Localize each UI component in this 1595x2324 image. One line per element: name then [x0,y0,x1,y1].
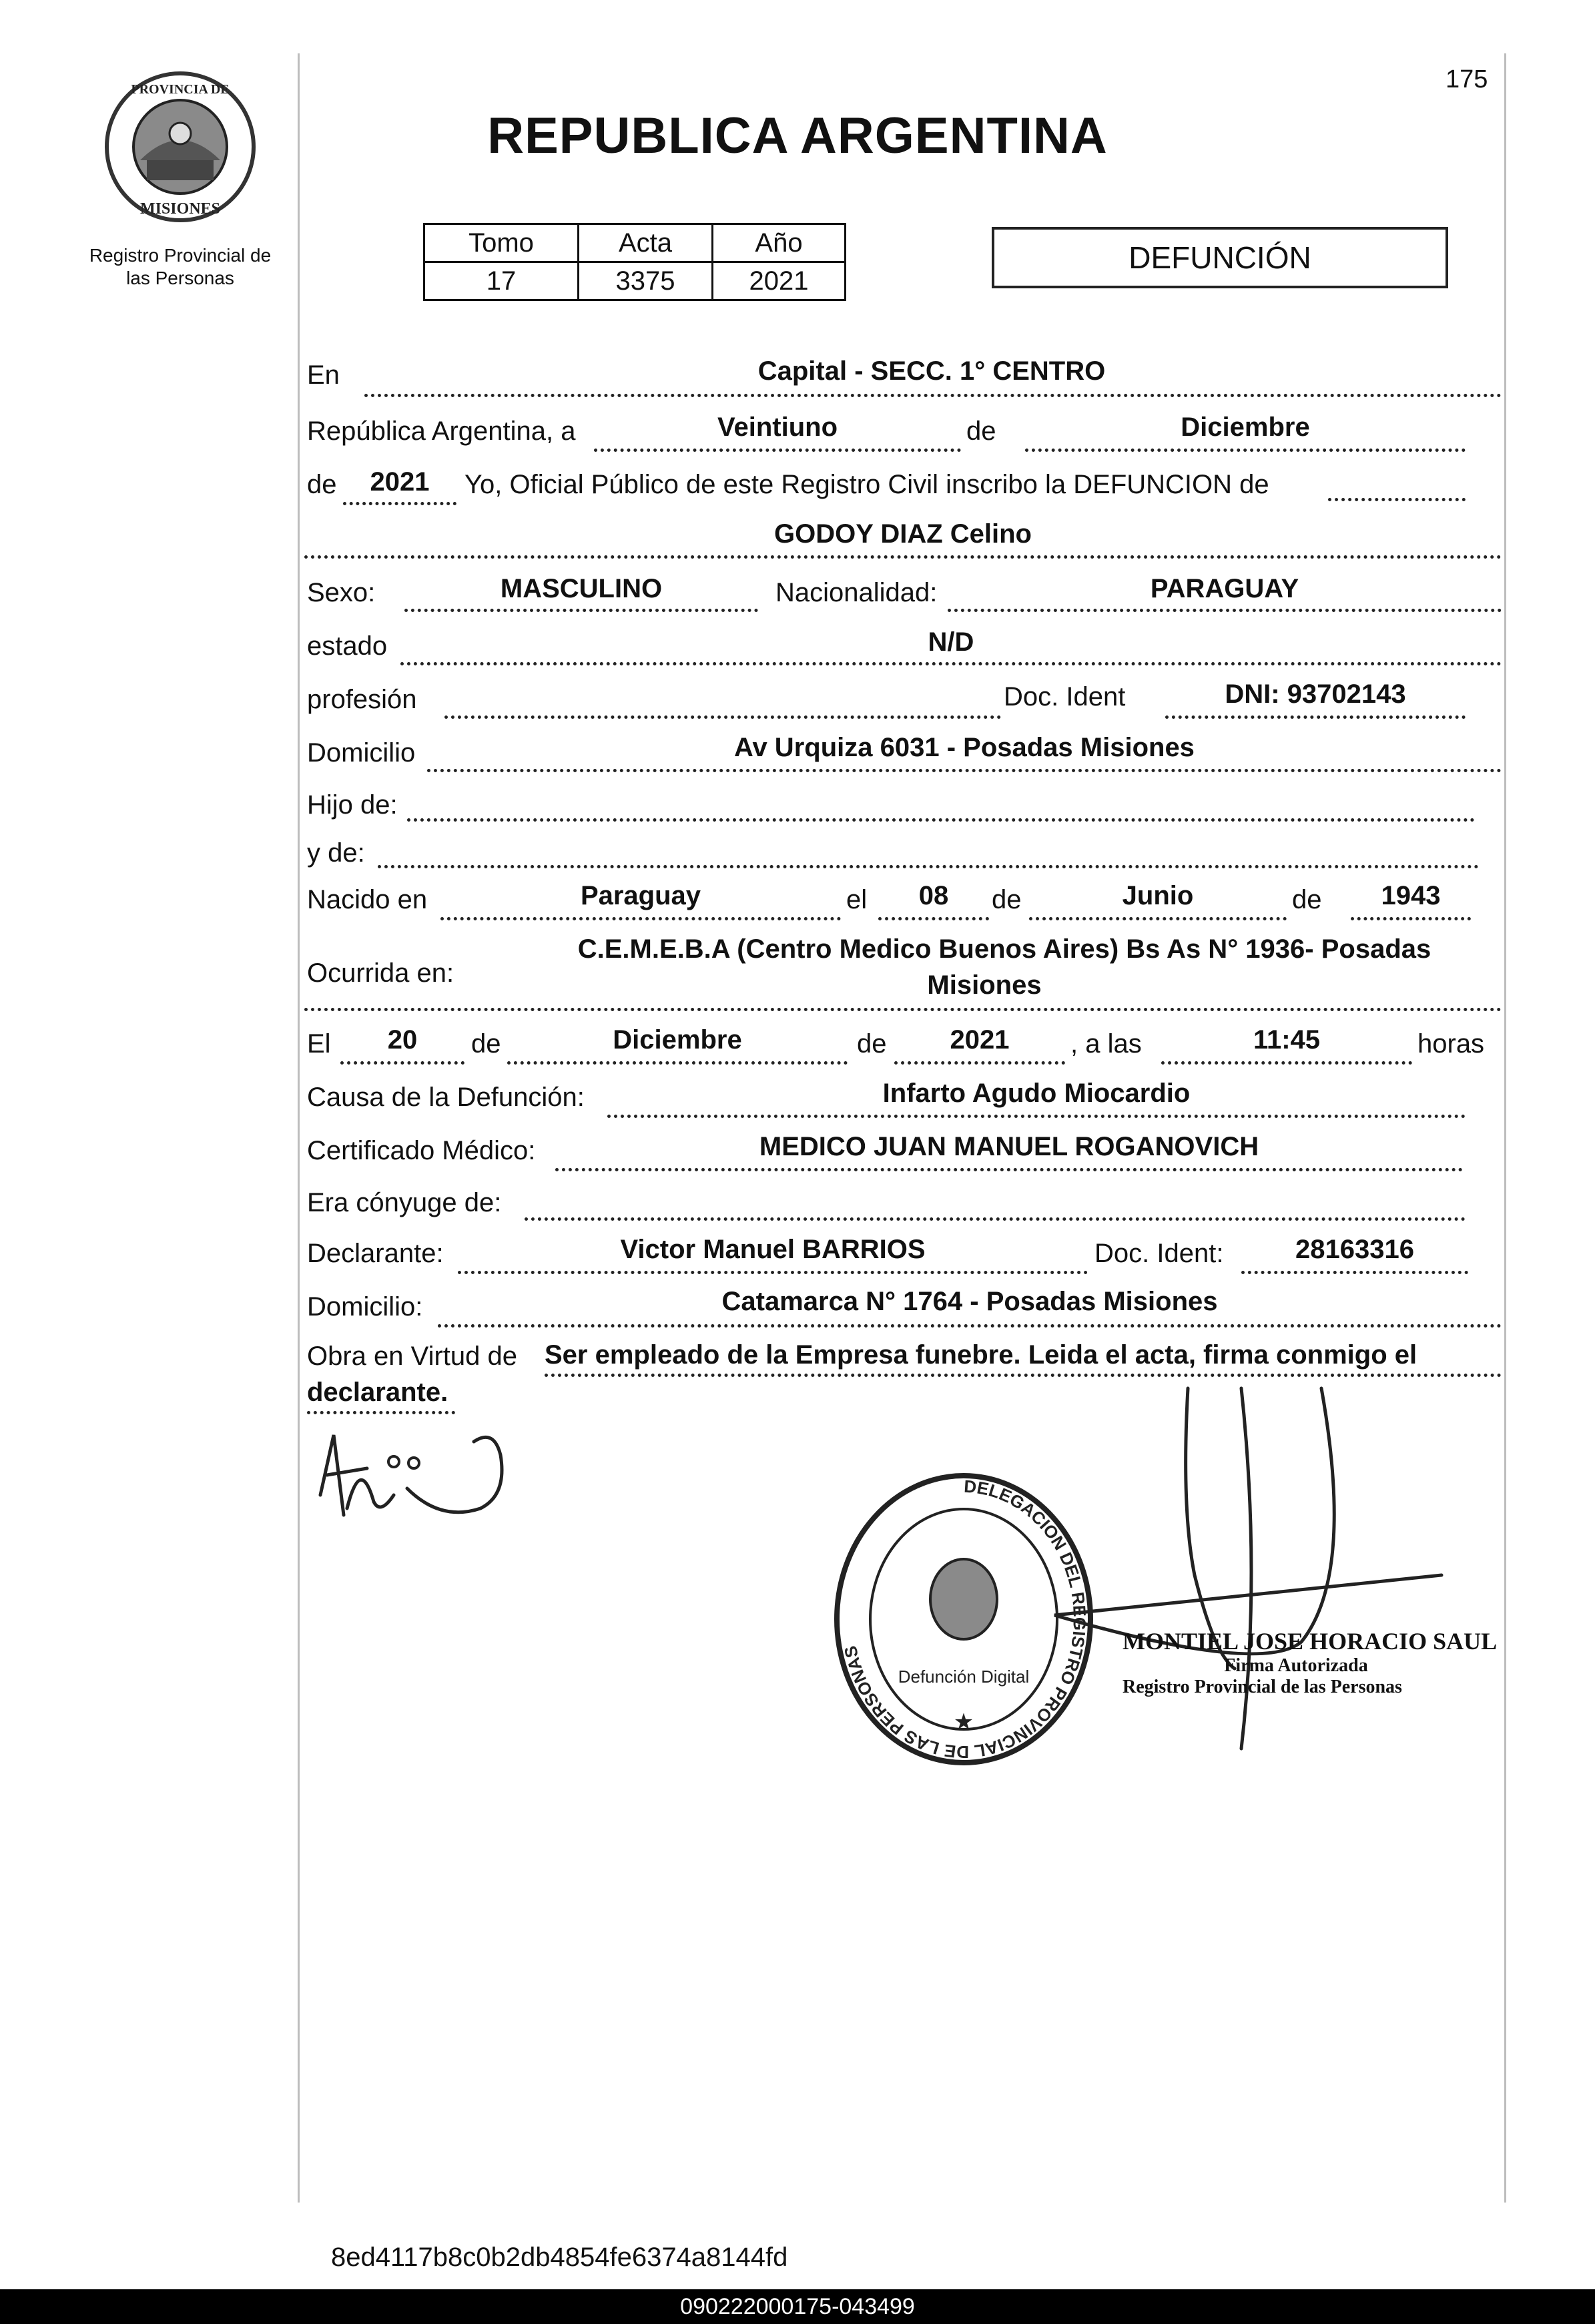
declarante-dotline [458,1271,1088,1274]
seal-text-bottom: MISIONES [139,200,221,218]
declarant-signature [307,1415,521,1528]
right-margin-line [1504,53,1506,2203]
fall-de2-label: de [857,1029,887,1059]
nacido-anio-dotline [1351,917,1471,920]
month-dotline [1025,449,1466,452]
nacido-de1-label: de [992,885,1022,914]
hijo-label: Hijo de: [307,790,398,820]
declarante-value: Victor Manuel BARRIOS [620,1235,926,1264]
causa-dotline [607,1115,1466,1118]
decl-doc-value: 28163316 [1295,1235,1414,1264]
decl-doc-dotline [1241,1271,1468,1274]
nacido-el-label: el [846,885,868,914]
barcode-id-bar: 090222000175-043499 [0,2289,1595,2324]
sexo-value: MASCULINO [500,574,663,603]
official-org: Registro Provincial de las Personas [1123,1677,1402,1697]
certificado-value: MEDICO JUAN MANUEL ROGANOVICH [759,1132,1259,1161]
decl-doc-label: Doc. Ident: [1094,1239,1224,1268]
sexo-dotline [404,609,758,612]
horas-label: horas [1417,1029,1485,1059]
oficial-dotline [1328,498,1466,501]
fall-dia: 20 [387,1025,418,1055]
nacido-anio: 1943 [1381,881,1441,910]
domicilio-dotline [427,769,1502,772]
domicilio-label: Domicilio [307,738,416,768]
stamp-star-icon: ★ [953,1709,974,1735]
conyuge-label: Era cónyuge de: [307,1188,502,1217]
estado-value: N/D [928,627,974,657]
registry-label [67,244,294,290]
obra-label: Obra en Virtud de [307,1342,518,1371]
certificado-dotline [555,1168,1463,1171]
declarante-label: Declarante: [307,1239,444,1268]
nacionalidad-label: Nacionalidad: [775,578,938,607]
year-value: 2021 [370,467,430,497]
nacido-de2-label: de [1292,885,1322,914]
fall-anio-dotline [894,1061,1065,1065]
obra-dotline2 [307,1411,455,1414]
record-table-header: Acta [579,224,713,262]
fall-dia-dotline [340,1061,464,1065]
nacido-dia: 08 [918,881,949,910]
yde-dotline [378,865,1479,868]
registry-label-line2: las Personas [126,268,234,288]
stamp-ring-text: DELEGACION DEL REGISTRO PROVINCIAL DE LAS PERSONAS [840,1476,1090,1763]
official-signature [1041,1375,1498,1789]
nacido-label: Nacido en [307,885,428,914]
nacido-lugar: Paraguay [580,881,701,910]
nacido-dia-dotline [878,917,989,920]
month-de-label: de [966,416,996,446]
sexo-label: Sexo: [307,578,376,607]
hijo-dotline [407,818,1475,822]
official-name-block [1123,1627,1498,1698]
estado-dotline [400,662,1502,665]
month-value: Diciembre [1181,412,1310,442]
decl-domicilio-label: Domicilio: [307,1292,423,1322]
decl-domicilio-value: Catamarca N° 1764 - Posadas Misiones [721,1287,1218,1316]
fall-mes: Diciembre [613,1025,742,1055]
fall-hora-dotline [1161,1061,1412,1065]
document-hash: 8ed4117b8c0b2db4854fe6374a8144fd [331,2243,788,2272]
doc-ident-label: Doc. Ident [1004,682,1126,711]
alas-label: , a las [1070,1029,1142,1059]
nacionalidad-value: PARAGUAY [1150,574,1299,603]
year-prefix-label: de [307,470,337,499]
fall-anio: 2021 [950,1025,1010,1055]
deceased-name: GODOY DIAZ Celino [774,519,1032,549]
nacido-mes-dotline [1029,917,1287,920]
fall-hora: 11:45 [1253,1025,1321,1055]
profesion-dotline [444,715,1001,719]
fall-mes-dotline [507,1061,848,1065]
yde-label: y de: [307,838,365,868]
record-table-header: Tomo [424,224,579,262]
page-title: REPUBLICA ARGENTINA [487,107,1108,164]
en-value: Capital - SECC. 1° CENTRO [757,356,1106,386]
registry-label-line1: Registro Provincial de [89,245,272,266]
nacido-mes: Junio [1122,881,1194,910]
anio-value: 2021 [713,262,846,300]
year-dotline [343,502,456,505]
doc-ident-dotline [1165,715,1466,719]
causa-value: Infarto Agudo Miocardio [882,1079,1191,1108]
left-margin-line [298,53,300,2203]
en-label: En [307,360,340,390]
ocurrida-value-line1: C.E.M.E.B.A (Centro Medico Buenos Aires) Bs As N° 1936- Posadas [577,934,1431,964]
record-table [423,223,846,301]
seal-text-top: PROVINCIA DE [131,82,230,97]
stamp-inner-text: Defunción Digital [898,1667,1030,1687]
estado-label: estado [307,631,388,661]
ocurrida-value-line2: Misiones [927,970,1042,1000]
profesion-label: profesión [307,685,417,714]
ocurrida-label: Ocurrida en: [307,958,454,988]
obra-value-line2: declarante. [307,1378,448,1407]
official-role: Firma Autorizada [1224,1655,1368,1676]
record-type-box: DEFUNCIÓN [992,227,1448,288]
tomo-value: 17 [424,262,579,300]
fall-el-label: El [307,1029,331,1059]
day-words-value: Veintiuno [717,412,838,442]
oficial-text: Yo, Oficial Público de este Registro Civil inscribo la DEFUNCION de [464,470,1269,499]
day-dotline [594,449,961,452]
en-dotline [364,394,1502,397]
domicilio-value: Av Urquiza 6031 - Posadas Misiones [734,733,1195,762]
obra-value-line1: Ser empleado de la Empresa funebre. Leida el acta, firma conmigo el [545,1340,1417,1370]
acta-value: 3375 [579,262,713,300]
name-dotline [304,555,1502,559]
nacionalidad-dotline [948,609,1502,612]
record-table-value-row [424,262,846,300]
certificado-label: Certificado Médico: [307,1136,536,1165]
nacido-lugar-dotline [440,917,841,920]
ocurrida-dotline [304,1008,1502,1011]
doc-ident-value: DNI: 93702143 [1225,679,1406,709]
record-table-header: Año [713,224,846,262]
republica-label: República Argentina, a [307,416,576,446]
record-table-header-row [424,224,846,262]
causa-label: Causa de la Defunción: [307,1083,585,1112]
page-number: 175 [1446,65,1488,93]
official-name: MONTIEL JOSE HORACIO SAUL [1123,1628,1498,1655]
decl-domicilio-dotline [438,1324,1502,1328]
fall-de1-label: de [471,1029,501,1059]
conyuge-dotline [525,1217,1466,1221]
